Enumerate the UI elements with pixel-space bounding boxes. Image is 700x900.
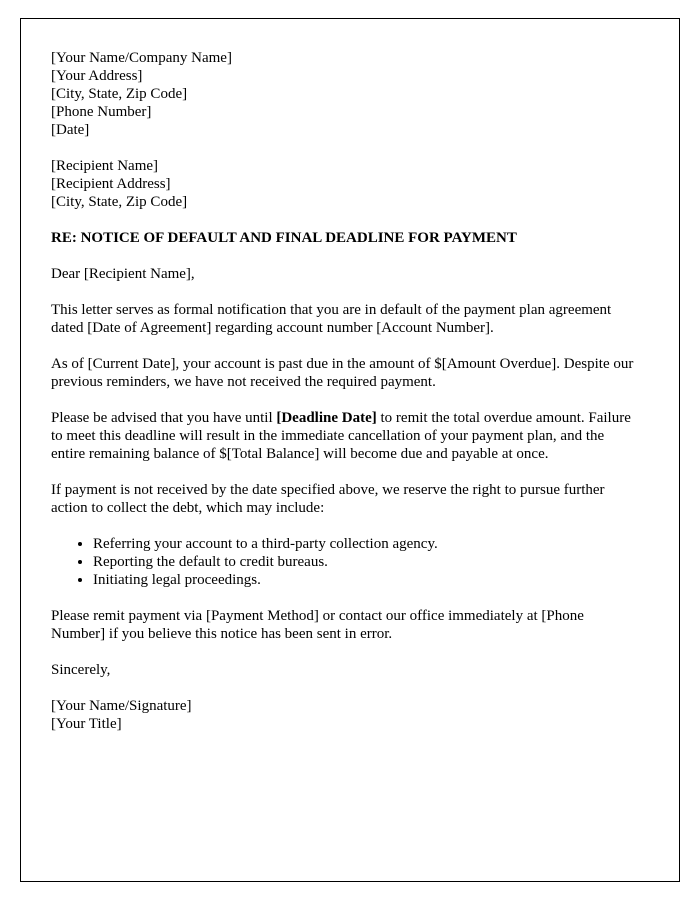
list-item-collection-agency: • Referring your account to a third-party collection agency. bbox=[93, 535, 635, 553]
sender-address: [Your Address] bbox=[51, 68, 143, 84]
signature-block bbox=[51, 697, 635, 733]
letter-date: [Date] bbox=[51, 122, 90, 138]
paragraph-deadline-pre: Please be advised that you have until bbox=[51, 410, 277, 426]
sender-phone: [Phone Number] bbox=[51, 104, 152, 120]
signature-title: [Your Title] bbox=[51, 716, 122, 732]
closing: Sincerely, bbox=[51, 662, 111, 678]
recipient-address-block bbox=[51, 157, 635, 211]
recipient-city-state-zip: [City, State, Zip Code] bbox=[51, 194, 188, 210]
default-notice-letter bbox=[51, 49, 635, 733]
paragraph-further-action: If payment is not received by the date specified above, we reserve the right to pursue further action to collect the debt, which may include: bbox=[51, 482, 605, 516]
paragraph-default-notification: This letter serves as formal notification that you are in default of the payment plan agreement dated [Date of Agreement] regarding account number [Account Number]. bbox=[51, 302, 612, 336]
letter-page bbox=[20, 18, 680, 882]
subject-line: RE: NOTICE OF DEFAULT AND FINAL DEADLINE FOR PAYMENT bbox=[51, 230, 517, 246]
sender-city-state-zip: [City, State, Zip Code] bbox=[51, 86, 188, 102]
paragraph-deadline bbox=[51, 409, 635, 463]
deadline-date-placeholder: [Deadline Date] bbox=[276, 410, 377, 426]
sender-address-block bbox=[51, 49, 635, 139]
list-item-credit-bureaus: • Reporting the default to credit bureaus. bbox=[93, 553, 635, 571]
recipient-address: [Recipient Address] bbox=[51, 176, 171, 192]
paragraph-deadline-post: to remit the total overdue amount. Failure to meet this deadline will result in the immediate cancellation of your payment plan, and the entire remaining balance of $[Total Balance] will become due and payable at once. bbox=[51, 410, 631, 462]
paragraph-amount-overdue: As of [Current Date], your account is past due in the amount of $[Amount Overdue]. Despite our previous reminders, we have not received the required payment. bbox=[51, 356, 634, 390]
consequences-list bbox=[51, 535, 635, 589]
paragraph-remit-payment: Please remit payment via [Payment Method] or contact our office immediately at [Phone Number] if you believe this notice has been sent in error. bbox=[51, 608, 584, 642]
salutation: Dear [Recipient Name], bbox=[51, 266, 195, 282]
sender-name: [Your Name/Company Name] bbox=[51, 50, 232, 66]
recipient-name: [Recipient Name] bbox=[51, 158, 159, 174]
signature-name: [Your Name/Signature] bbox=[51, 698, 192, 714]
list-item-legal-proceedings: • Initiating legal proceedings. bbox=[93, 571, 635, 589]
